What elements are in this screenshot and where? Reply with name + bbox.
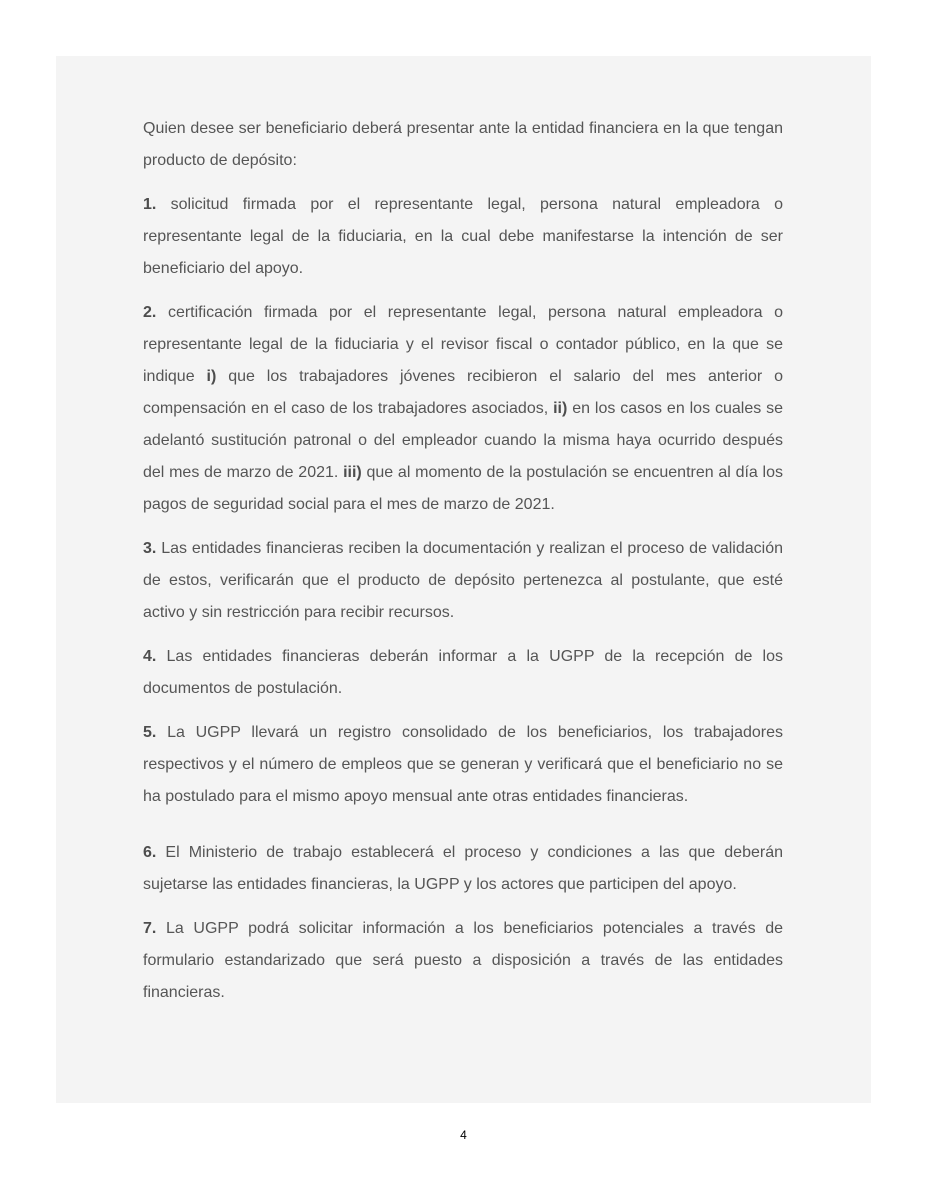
item-number: 5. xyxy=(143,724,157,741)
item-number: 1. xyxy=(143,196,157,213)
list-item-1 xyxy=(143,189,783,285)
item-text: que los trabajadores jóvenes recibieron el salario del mes anterior o compensación en el caso de los trabajadores asociados, xyxy=(143,368,784,417)
sub-marker-iii: iii) xyxy=(343,464,362,481)
list-item-5 xyxy=(143,717,783,813)
item-number: 6. xyxy=(143,844,157,861)
item-text: El Ministerio de trabajo establecerá el proceso y condiciones a las que deberán sujetarse las entidades financieras, la UGPP y los actores que participen del apoyo. xyxy=(143,844,783,893)
item-text: que al momento de la postulación se encuentren al día los pagos de seguridad social para el mes de marzo de 2021. xyxy=(143,464,784,513)
item-text: Las entidades financieras reciben la documentación y realizan el proceso de validación de estos, verificarán que el producto de depósito pertenezca al postulante, que esté activo y sin restricción para recibir recursos. xyxy=(143,540,783,621)
item-number: 3. xyxy=(143,540,157,557)
item-text: solicitud firmada por el representante legal, persona natural empleadora o representante legal de la fiduciaria, en la cual debe manifestarse la intención de ser beneficiario del apoyo. xyxy=(143,196,783,277)
list-item-2 xyxy=(143,297,783,521)
item-text: Las entidades financieras deberán informar a la UGPP de la recepción de los documentos de postulación. xyxy=(143,648,783,697)
sub-marker-ii: ii) xyxy=(553,400,568,417)
intro-paragraph: Quien desee ser beneficiario deberá presentar ante la entidad financiera en la que tengan producto de depósito: xyxy=(143,120,783,169)
list-item-4 xyxy=(143,641,783,705)
item-text: en los casos en los cuales se adelantó sustitución patronal o del empleador cuando la misma haya ocurrido después del mes de marzo de 2021. xyxy=(143,400,784,481)
item-number: 4. xyxy=(143,648,157,665)
list-item-3 xyxy=(143,533,783,629)
item-text: La UGPP podrá solicitar información a los beneficiarios potenciales a través de formulario estandarizado que será puesto a disposición a través de las entidades financieras. xyxy=(143,920,783,1001)
document-body xyxy=(143,113,783,1021)
item-text: certificación firmada por el representante legal, persona natural empleadora o representante legal de la fiduciaria y el revisor fiscal o contador público, en la que se indique xyxy=(143,304,783,385)
item-number: 2. xyxy=(143,304,157,321)
sub-marker-i: i) xyxy=(206,368,217,385)
page-number: 4 xyxy=(460,1128,467,1142)
item-text: La UGPP llevará un registro consolidado de los beneficiarios, los trabajadores respectivos y el número de empleos que se generan y verificará que el beneficiario no se ha postulado para el mismo apoyo mensual ante otras entidades financieras. xyxy=(143,724,783,805)
list-item-7 xyxy=(143,913,783,1009)
list-item-6 xyxy=(143,837,783,901)
item-number: 7. xyxy=(143,920,157,937)
